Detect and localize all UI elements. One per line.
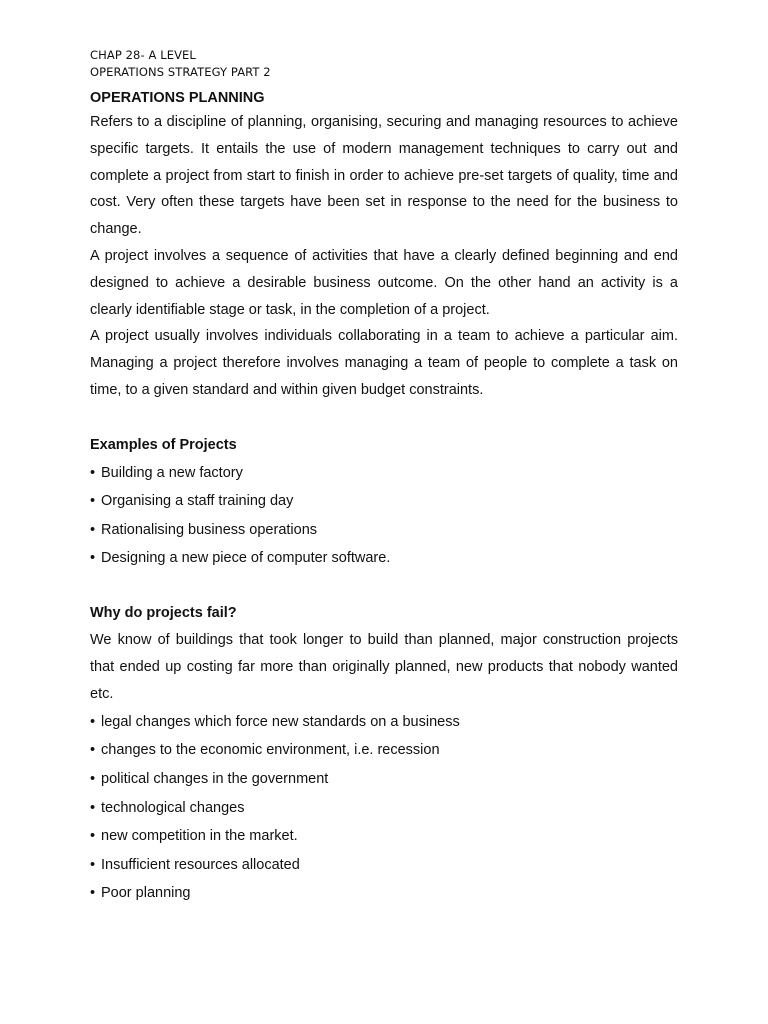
list-item: • political changes in the government (90, 765, 678, 794)
list-item: • legal changes which force new standards on a business (90, 708, 678, 737)
bullet-icon: • (90, 856, 96, 873)
bullet-icon: • (90, 770, 96, 787)
failure-list (90, 708, 678, 908)
bullet-icon: • (90, 464, 96, 481)
list-item: • Poor planning (90, 879, 678, 908)
examples-title: Examples of Projects (90, 436, 237, 453)
list-item: • Rationalising business operations (90, 516, 678, 544)
section-title: OPERATIONS PLANNING (90, 90, 265, 106)
paragraph-team: A project usually involves individuals collaborating in a team to achieve a particular aim. Managing a project therefore involves managing a team of people to complete a task on time, to a given standard and within given budget constraints. (90, 328, 678, 398)
bullet-icon: • (90, 521, 96, 538)
spacer (90, 404, 678, 431)
failure-title: Why do projects fail? (90, 605, 237, 622)
list-item: • changes to the economic environment, i.e. recession (90, 736, 678, 765)
paragraph-project: A project involves a sequence of activities that have a clearly defined beginning and end designed to achieve a desirable business outcome. On the other hand an activity is a clearly identifiable stage or task, in the completion of a project. (90, 247, 678, 318)
bullet-icon: • (90, 742, 96, 759)
chapter-header: CHAP 28- A LEVEL (90, 48, 196, 62)
list-item: • Organising a staff training day (90, 487, 678, 515)
document-page (90, 47, 678, 908)
chapter-subheader: OPERATIONS STRATEGY PART 2 (90, 65, 271, 79)
bullet-icon: • (90, 885, 96, 902)
list-item: • Designing a new piece of computer software. (90, 544, 678, 572)
bullet-icon: • (90, 799, 96, 816)
bullet-icon: • (90, 549, 96, 566)
list-item: • Insufficient resources allocated (90, 851, 678, 880)
bullet-icon: • (90, 828, 96, 845)
spacer (90, 572, 678, 599)
list-item: • Building a new factory (90, 459, 678, 487)
list-item: • new competition in the market. (90, 822, 678, 851)
bullet-icon: • (90, 493, 96, 510)
examples-list (90, 459, 678, 573)
failure-intro: We know of buildings that took longer to build than planned, major construction projects that ended up costing far more than originally planned, new products that nobody wanted etc. (90, 632, 678, 702)
bullet-icon: • (90, 713, 96, 730)
paragraph-definition: Refers to a discipline of planning, organising, securing and managing resources to achieve specific targets. It entails the use of modern management techniques to carry out and complete a project from start to finish in order to achieve pre-set targets of quality, time and cost. Very often these targets have been set in response to the need for the business to change. (90, 114, 678, 238)
list-item: • technological changes (90, 794, 678, 823)
